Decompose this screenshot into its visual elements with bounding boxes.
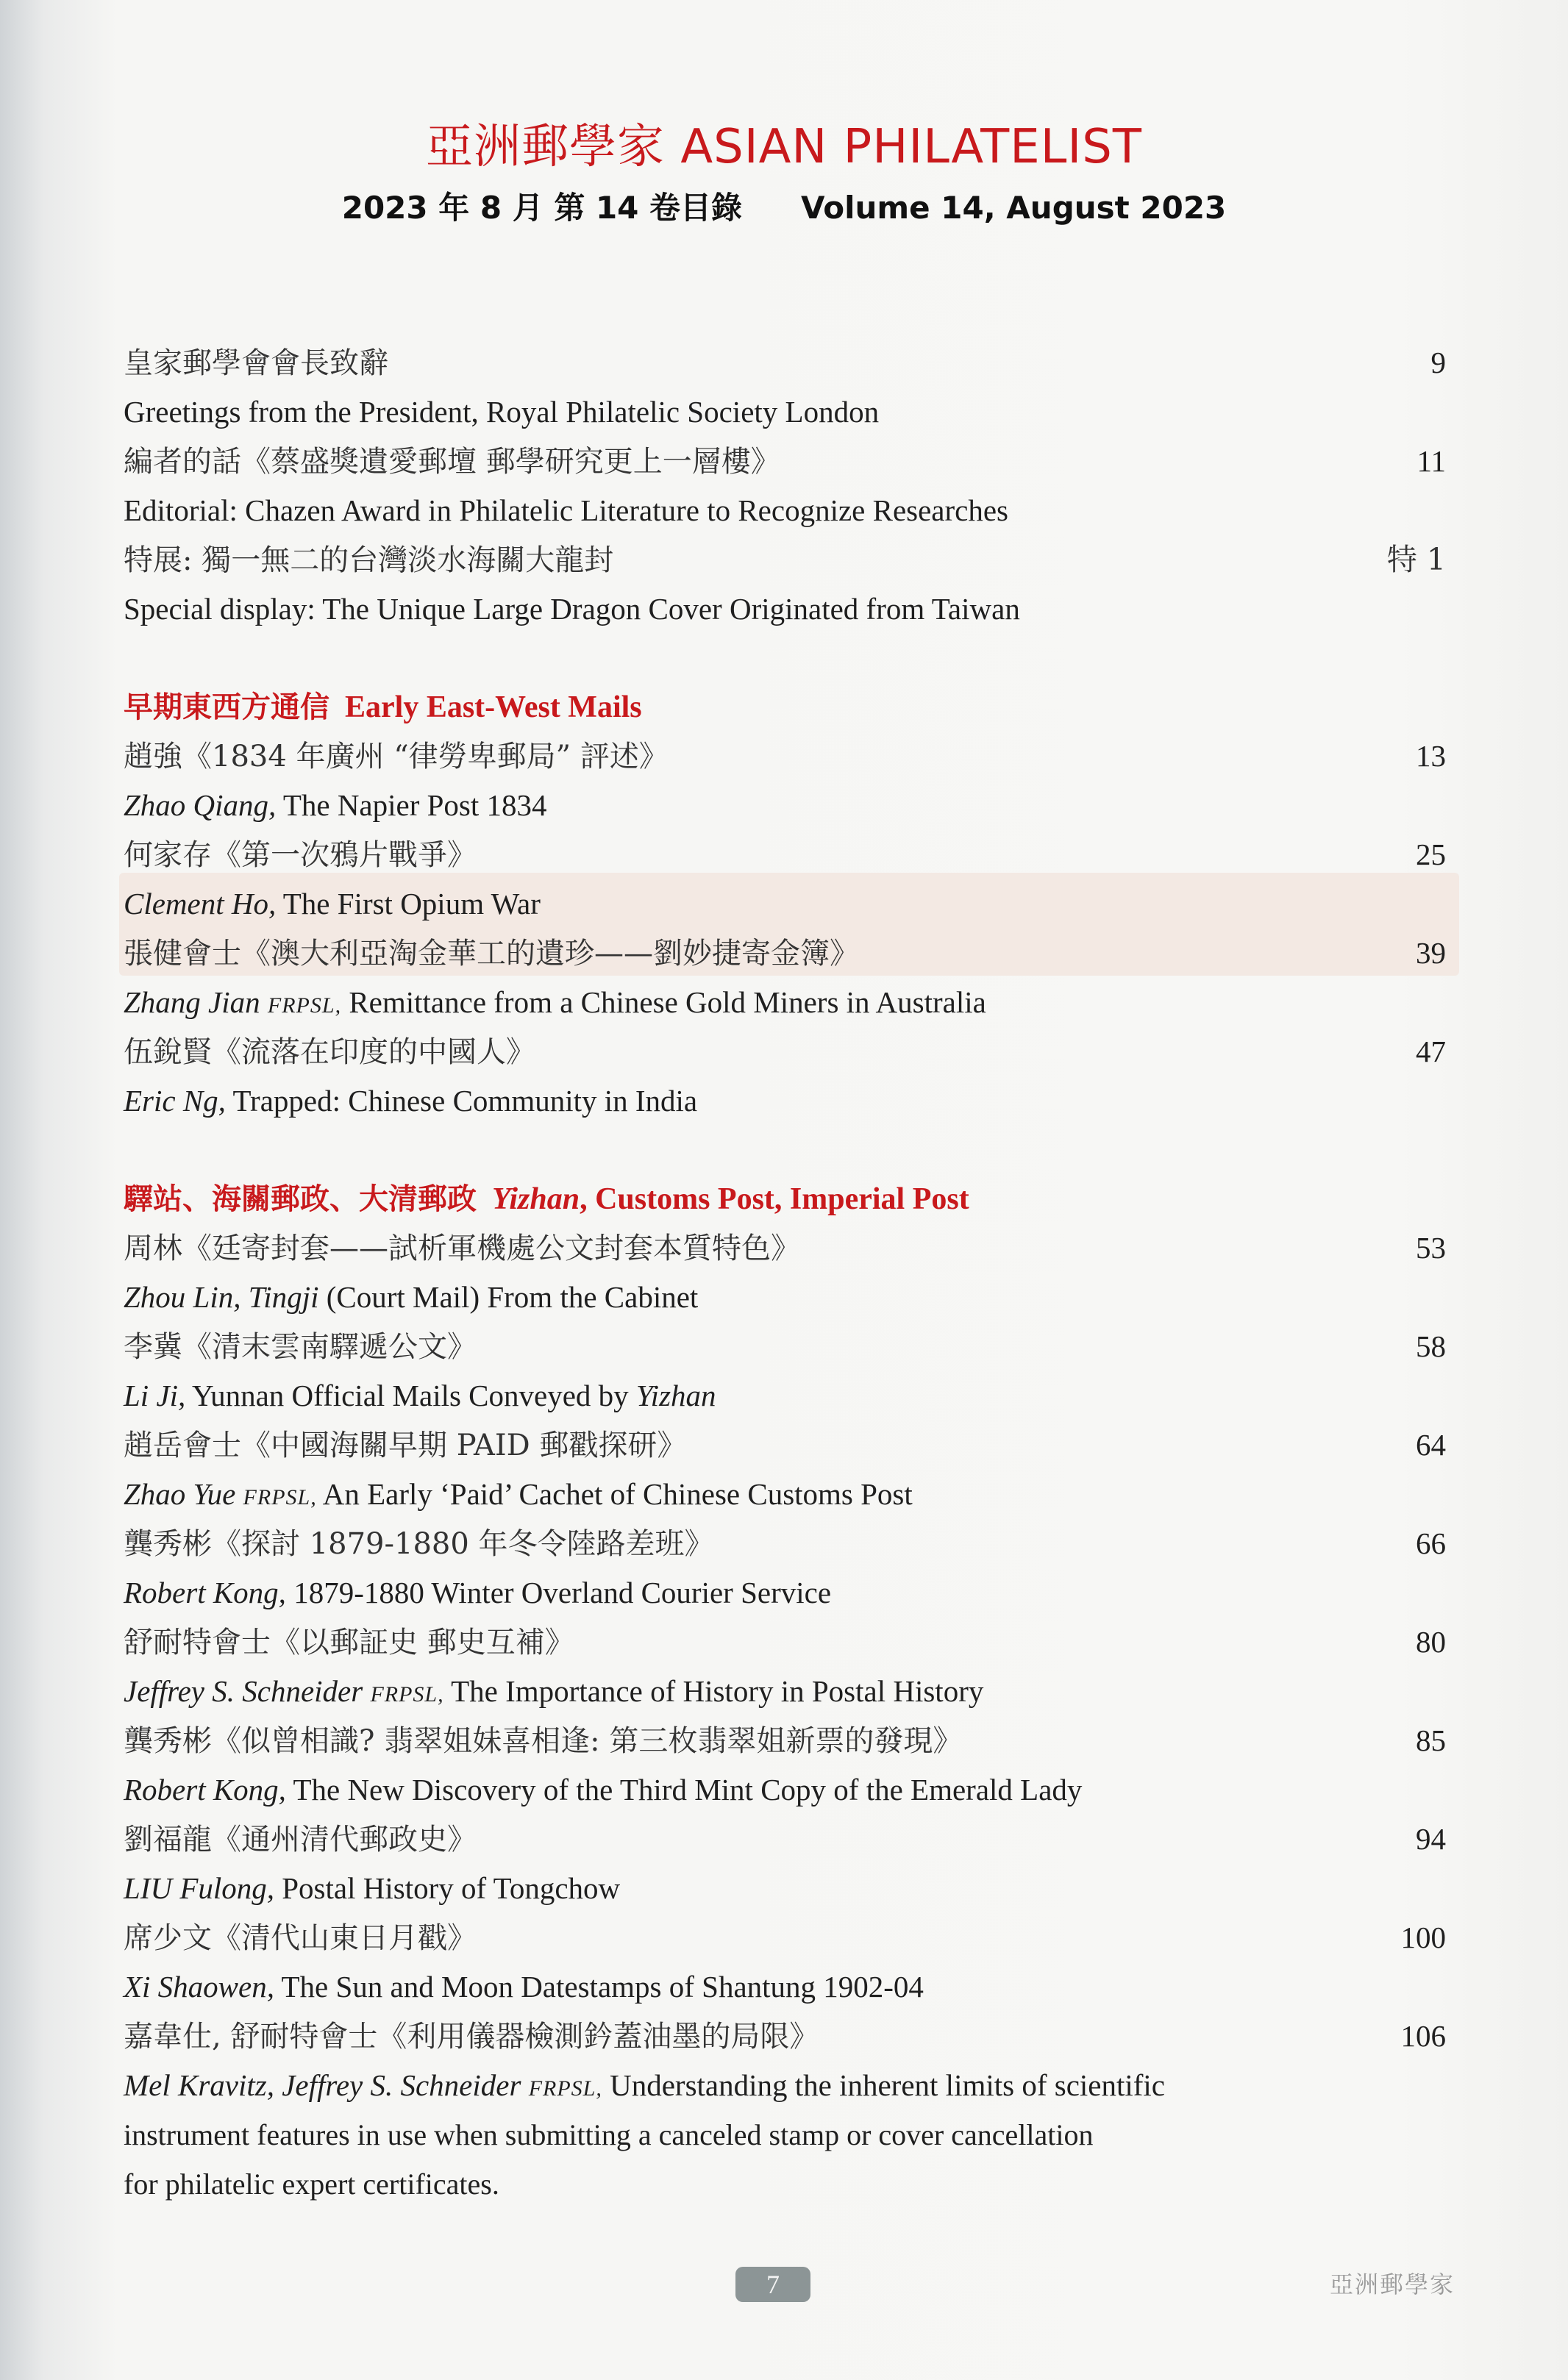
toc-page-number: 9 xyxy=(1430,346,1446,379)
toc-en-title: Special display: The Unique Large Dragon Cover Originated from Taiwan xyxy=(124,592,1020,626)
toc-author: Robert Kong, xyxy=(124,1576,286,1609)
toc-zh-title: 舒耐特會士《以郵証史 郵史互補》 xyxy=(124,1626,574,1659)
toc-en-row xyxy=(124,1568,1455,1618)
toc-zh-title: 趙岳會士《中國海關早期 PAID 郵戳探研》 xyxy=(124,1429,687,1462)
toc-en-title: 1879-1880 Winter Overland Courier Service xyxy=(293,1576,832,1609)
toc-zh-title: 龔秀彬《似曾相識? 翡翠姐妹喜相逢: 第三枚翡翠姐新票的發現》 xyxy=(124,1724,963,1758)
toc-page-number: 13 xyxy=(1416,739,1446,773)
toc-zh-row xyxy=(124,1716,1455,1765)
toc-author: Zhang Jian xyxy=(124,985,260,1019)
toc-page-number: 64 xyxy=(1416,1428,1446,1462)
toc-zh-row xyxy=(124,437,1455,486)
toc-frpsl: FRPSL, xyxy=(528,2076,602,2101)
toc-page-number: 106 xyxy=(1400,2019,1446,2053)
toc-en-title: (Court Mail) From the Cabinet xyxy=(326,1280,699,1314)
toc-page-number: 39 xyxy=(1416,936,1446,970)
toc-author: Zhao Yue xyxy=(124,1477,236,1511)
toc-author: Li Ji, xyxy=(124,1379,186,1412)
section-heading xyxy=(124,1174,1455,1223)
toc-frpsl: FRPSL, xyxy=(267,993,342,1018)
toc-zh-row xyxy=(124,830,1455,879)
toc-en-title: instrument features in use when submitting a canceled stamp or cover cancellation xyxy=(124,2118,1094,2151)
toc-author: Xi Shaowen, xyxy=(124,1970,274,2004)
toc-page-number: 特 1 xyxy=(1386,542,1446,577)
issue-subtitle xyxy=(0,186,1568,230)
toc-en-title: The First Opium War xyxy=(282,887,541,921)
toc-zh-row xyxy=(124,1519,1455,1568)
toc-en-row xyxy=(124,879,1455,929)
subtitle-zh: 2023 年 8 月 第 14 卷目錄 xyxy=(341,190,743,226)
toc-author: Mel Kravitz, Jeffrey S. Schneider xyxy=(124,2068,521,2102)
toc-en-title: An Early ‘Paid’ Cachet of Chinese Customs Post xyxy=(322,1477,913,1511)
section-title-en-italic: Yizhan xyxy=(492,1182,580,1216)
toc-zh-row xyxy=(124,1421,1455,1470)
toc-zh-title: 何家存《第一次鴉片戰爭》 xyxy=(124,838,477,872)
toc-page-number: 53 xyxy=(1416,1231,1446,1265)
toc-en-row xyxy=(124,1765,1455,1815)
toc-en-row xyxy=(124,387,1455,437)
section-heading xyxy=(124,682,1455,732)
toc-en-row xyxy=(124,1962,1455,2012)
toc-author: Zhao Qiang, xyxy=(124,788,277,822)
toc-en-title: Greetings from the President, Royal Philatelic Society London xyxy=(124,395,880,429)
toc-zh-row xyxy=(124,535,1455,585)
toc-en-title: Yunnan Official Mails Conveyed by xyxy=(192,1379,629,1412)
toc-zh-row xyxy=(124,1913,1455,1962)
toc-zh-title: 龔秀彬《探討 1879-1880 年冬令陸路差班》 xyxy=(124,1527,714,1561)
toc-zh-title: 伍銳賢《流落在印度的中國人》 xyxy=(124,1035,535,1069)
toc-zh-title: 李冀《清末雲南驛遞公文》 xyxy=(124,1330,477,1364)
toc-en-title: Postal History of Tongchow xyxy=(282,1871,621,1905)
toc-en-row xyxy=(124,585,1455,634)
page-number-badge: 7 xyxy=(735,2267,810,2302)
toc-en-title-italic: Yizhan xyxy=(635,1379,716,1412)
toc-zh-row xyxy=(124,1223,1455,1273)
toc-en-continuation xyxy=(124,2110,1455,2159)
toc-frpsl: FRPSL, xyxy=(370,1682,444,1707)
toc-en-row xyxy=(124,1667,1455,1716)
section-title-en: Early East-West Mails xyxy=(345,690,642,724)
toc-en-row xyxy=(124,2061,1455,2110)
toc-zh-row xyxy=(124,929,1455,978)
toc-zh-title: 皇家郵學會會長致辭 xyxy=(124,346,388,380)
toc-frpsl: FRPSL, xyxy=(243,1485,317,1509)
toc-page-number: 100 xyxy=(1400,1920,1446,1954)
toc-author: Robert Kong, xyxy=(124,1773,286,1807)
toc-author: Jeffrey S. Schneider xyxy=(124,1674,363,1708)
toc-zh-title: 張健會士《澳大利亞淘金華工的遺珍——劉妙捷寄金簿》 xyxy=(124,937,859,971)
toc-zh-title: 周林《廷寄封套——試析軍機處公文封套本質特色》 xyxy=(124,1232,800,1265)
toc-en-row xyxy=(124,1273,1455,1322)
toc-zh-title: 嘉韋仕, 舒耐特會士《利用儀器檢測鈐蓋油墨的局限》 xyxy=(124,2020,819,2054)
toc-en-title: for philatelic expert certificates. xyxy=(124,2168,499,2201)
table-of-contents xyxy=(124,338,1455,2209)
toc-zh-title: 劉福龍《通州清代郵政史》 xyxy=(124,1823,477,1857)
header xyxy=(0,114,1568,230)
toc-zh-title: 趙強《1834 年廣州 “律勞卑郵局” 評述》 xyxy=(124,740,669,773)
subtitle-en: Volume 14, August 2023 xyxy=(801,190,1227,226)
footer-journal-mark: 亞洲郵學家 xyxy=(1330,2270,1455,2298)
toc-zh-row xyxy=(124,1618,1455,1667)
toc-zh-row xyxy=(124,1322,1455,1371)
toc-page-number: 58 xyxy=(1416,1329,1446,1363)
toc-zh-row xyxy=(124,1815,1455,1864)
toc-page-number: 66 xyxy=(1416,1526,1446,1560)
toc-zh-title: 特展: 獨一無二的台灣淡水海關大龍封 xyxy=(124,543,614,577)
toc-zh-row xyxy=(124,732,1455,781)
toc-en-title: Trapped: Chinese Community in India xyxy=(232,1084,698,1118)
toc-page-number: 85 xyxy=(1416,1723,1446,1757)
toc-page-number: 11 xyxy=(1416,444,1446,478)
toc-en-row xyxy=(124,1371,1455,1421)
toc-en-row xyxy=(124,781,1455,830)
toc-zh-title: 編者的話《蔡盛獎遺愛郵壇 郵學研究更上一層樓》 xyxy=(124,445,780,479)
section-title-zh: 驛站、海關郵政、大清郵政 xyxy=(124,1182,477,1216)
toc-page-number: 47 xyxy=(1416,1034,1446,1068)
toc-zh-title: 席少文《清代山東日月戳》 xyxy=(124,1921,477,1955)
toc-en-row xyxy=(124,978,1455,1027)
toc-page-number: 25 xyxy=(1416,837,1446,871)
toc-en-row xyxy=(124,1076,1455,1126)
toc-en-title: Understanding the inherent limits of scientific xyxy=(610,2068,1166,2102)
section-title-en: , Customs Post, Imperial Post xyxy=(580,1182,969,1216)
toc-en-continuation xyxy=(124,2159,1455,2209)
toc-author: Clement Ho, xyxy=(124,887,277,921)
toc-en-title: The New Discovery of the Third Mint Copy of the Emerald Lady xyxy=(293,1773,1083,1807)
section-title-zh: 早期東西方通信 xyxy=(124,690,329,724)
journal-title: 亞洲郵學家 ASIAN PHILATELIST xyxy=(426,120,1142,174)
toc-author: LIU Fulong, xyxy=(124,1871,274,1905)
toc-author: Eric Ng, xyxy=(124,1084,226,1118)
toc-en-title: Editorial: Chazen Award in Philatelic Literature to Recognize Researches xyxy=(124,493,1009,527)
toc-en-title: The Napier Post 1834 xyxy=(282,788,547,822)
toc-en-row xyxy=(124,1470,1455,1519)
toc-zh-row xyxy=(124,2012,1455,2061)
toc-en-title: The Importance of History in Postal History xyxy=(451,1674,984,1708)
toc-zh-row xyxy=(124,1027,1455,1076)
toc-en-row xyxy=(124,1864,1455,1913)
toc-zh-row xyxy=(124,338,1455,387)
toc-author: Zhou Lin, Tingji xyxy=(124,1280,319,1314)
toc-page-number: 94 xyxy=(1416,1822,1446,1856)
toc-en-row xyxy=(124,486,1455,535)
toc-page-number: 80 xyxy=(1416,1625,1446,1659)
toc-en-title: The Sun and Moon Datestamps of Shantung 1902-04 xyxy=(281,1970,924,2004)
toc-en-title: Remittance from a Chinese Gold Miners in Australia xyxy=(349,985,986,1019)
